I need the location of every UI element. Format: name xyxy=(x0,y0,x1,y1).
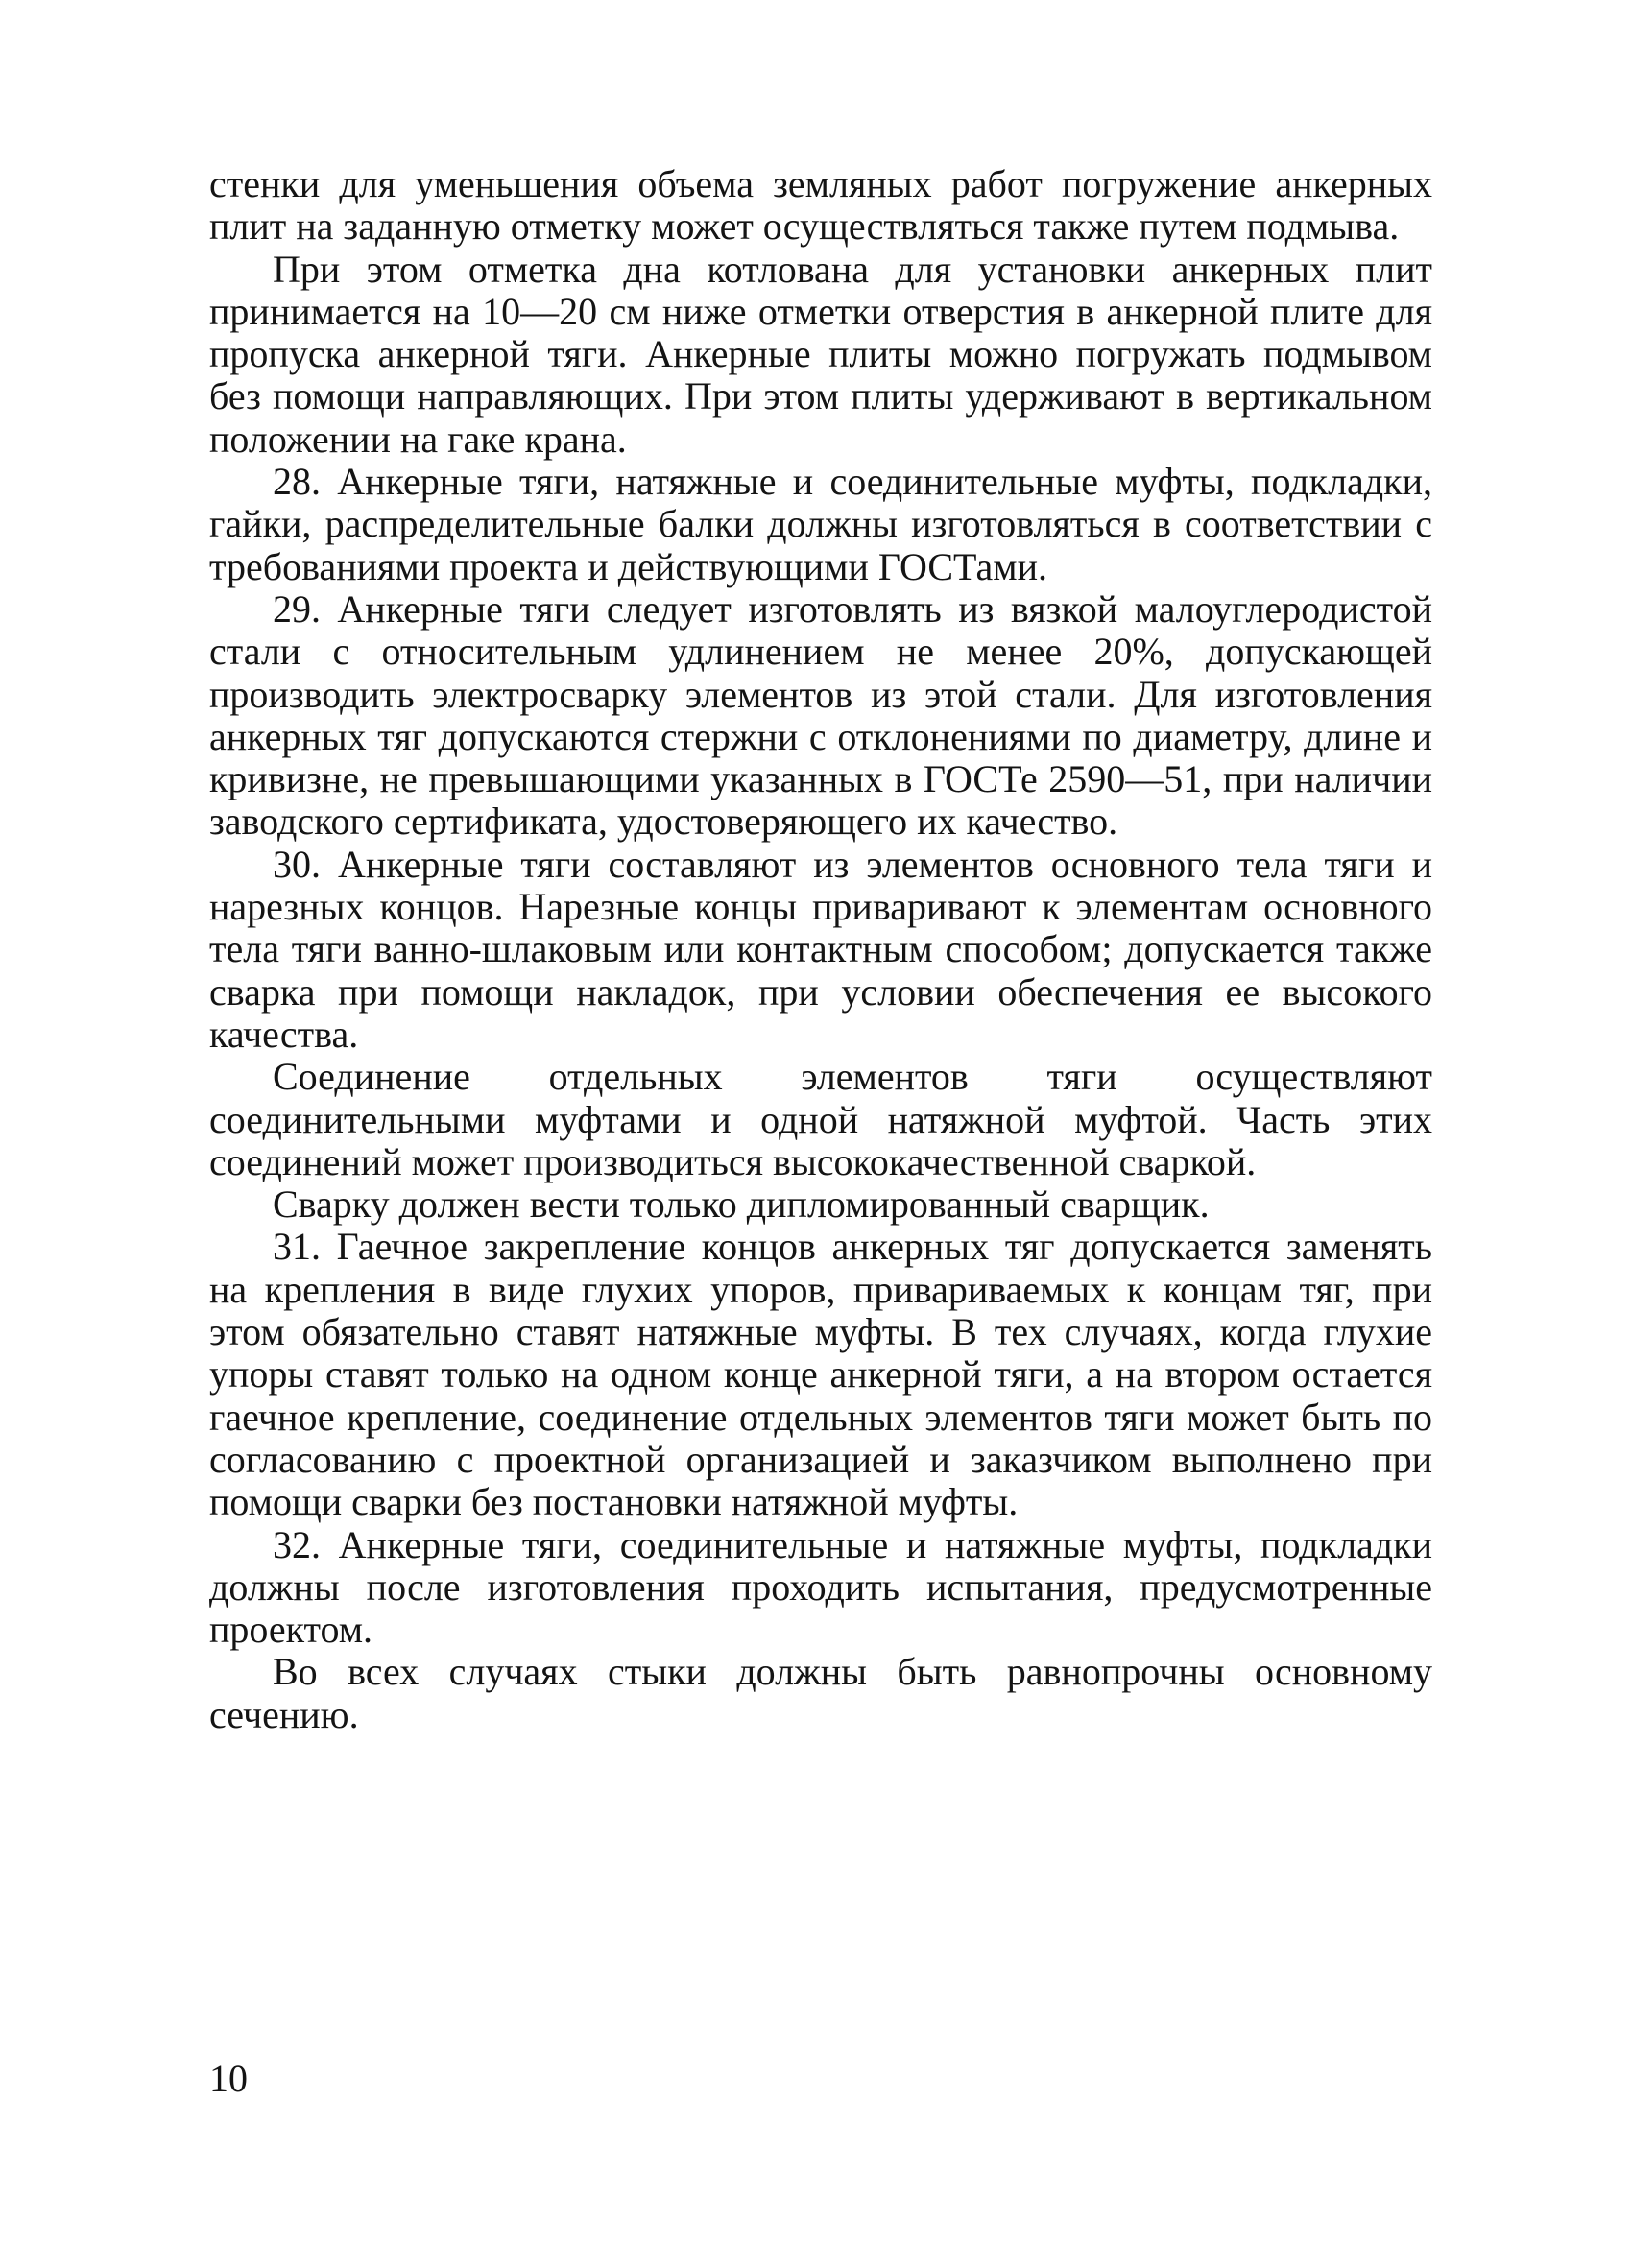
paragraph-28: 28. Анкерные тяги, натяжные и соединительные муфты, подкладки, гайки, распределительные балки должны изготовляться в соответствии с требованиями проекта и действующими ГОСТами. xyxy=(209,460,1432,588)
paragraph-welder: Сварку должен вести только дипломированный сварщик. xyxy=(273,1182,1210,1227)
paragraph-30: 30. Анкерные тяги составляют из элементов основного тела тяги и нарезных концов. Нарезные концы приваривают к элементам основного тела тяги ванно-шлаковым или контактным способом; допускается также сварка при помощи накладок, при условии обеспечения ее высокого качества. xyxy=(209,842,1432,1056)
paragraph-continuation: стенки для уменьшения объема земляных работ погружение анкерных плит на заданную отметку может осуществляться также путем подмыва. xyxy=(209,162,1432,249)
page-number: 10 xyxy=(209,2057,248,2100)
paragraph-strength: Во всех случаях стыки должны быть равнопрочны основному сечению. xyxy=(209,1650,1432,1736)
paragraph-pit-elevation: При этом отметка дна котлована для установки анкерных плит принимается на 10—20 см ниже отметки отверстия в анкерной плите для пропуска анкерной тяги. Анкерные плиты можно погружать подмывом без помощи направляющих. При этом плиты удерживают в вертикальном положении на гаке крана. xyxy=(209,247,1432,461)
paragraph-32: 32. Анкерные тяги, соединительные и натяжные муфты, подкладки должны после изготовления проходить испытания, предусмотренные проектом. xyxy=(209,1522,1432,1652)
paragraph-31: 31. Гаечное закрепление концов анкерных тяг допускается заменять на крепления в виде глухих упоров, привариваемых к концам тяг, при этом обязательно ставят натяжные муфты. В тех случаях, когда глухие упоры ставят только на одном конце анкерной тяги, а на втором остается гаечное крепление, соединение отдельных элементов тяги может быть по согласованию с проектной организацией и заказчиком выполнено при помощи сварки без постановки натяжной муфты. xyxy=(209,1225,1432,1524)
paragraph-joints: Соединение отдельных элементов тяги осуществляют соединительными муфтами и одной натяжной муфтой. Часть этих соединений может производиться высококачественной сваркой. xyxy=(209,1055,1432,1183)
paragraph-29: 29. Анкерные тяги следует изготовлять из вязкой малоуглеродистой стали с относительным удлинением не менее 20%, допускающей производить электросварку элементов из этой стали. Для изготовления анкерных тяг допускаются стержни с отклонениями по диаметру, длине и кривизне, не превышающими указанных в ГОСТе 2590—51, при наличии заводского сертификата, удостоверяющего их качество. xyxy=(209,586,1432,844)
body-text xyxy=(209,163,1432,1736)
